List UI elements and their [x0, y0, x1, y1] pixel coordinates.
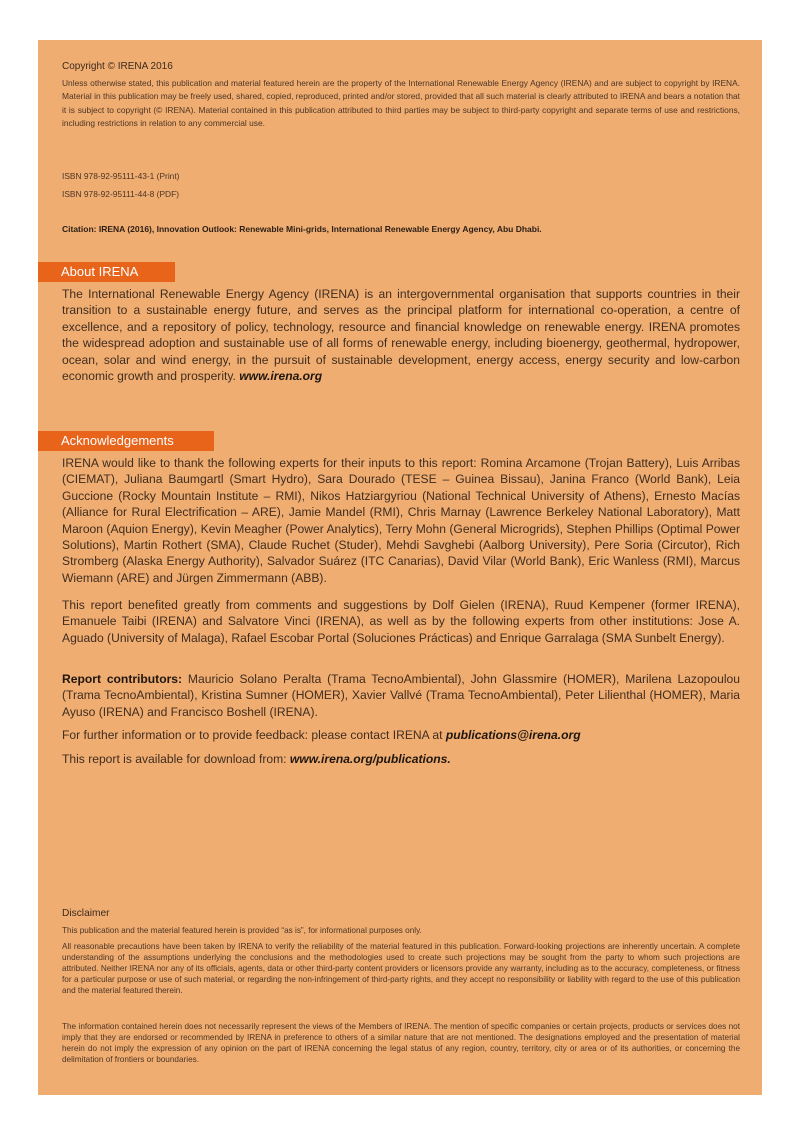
- isbn-pdf: ISBN 978-92-95111-44-8 (PDF): [62, 189, 179, 199]
- acknowledgements-heading: Acknowledgements: [38, 431, 214, 451]
- copyright-title: Copyright © IRENA 2016: [62, 61, 173, 72]
- citation: Citation: IRENA (2016), Innovation Outlook: Renewable Mini-grids, International Renewable Energy Agency, Abu Dhabi.: [62, 224, 542, 234]
- about-heading: About IRENA: [38, 262, 175, 282]
- download-line: [62, 752, 451, 766]
- disclaimer-paragraph-3: The information contained herein does not necessarily represent the views of the Members of IRENA. The mention of specific companies or certain projects, products or services does not imply that they are endorsed or recommended by IRENA in preference to others of a similar nature that are not mentioned. The designations employed and the presentation of material herein do not imply the expression of any opinion on the part of IRENA concerning the legal status of any region, country, territory, city or area or of its authorities, or concerning the delimitation of frontiers or boundaries.: [62, 1022, 740, 1065]
- about-text: [62, 286, 740, 384]
- publications-download-link[interactable]: www.irena.org/publications.: [289, 752, 451, 766]
- irena-website-link[interactable]: www.irena.org: [239, 369, 323, 384]
- acknowledgements-paragraph-2: This report benefited greatly from comments and suggestions by Dolf Gielen (IRENA), Ruud Kempener (former IRENA), Emanuele Taibi (IRENA) and Salvatore Vinci (IRENA), as well as by the following experts from other institutions: Jose A. Aguado (University of Malaga), Rafael Escobar Portal (Soluciones Prácticas) and Enrique Garralaga (SMA Sunbelt Energy).: [62, 598, 740, 645]
- feedback-line: [62, 728, 581, 742]
- feedback-text: For further information or to provide feedback: please contact IRENA at: [62, 728, 443, 742]
- report-contributors: [62, 671, 740, 720]
- publications-email-link[interactable]: publications@irena.org: [445, 728, 581, 742]
- acknowledgements-paragraph-1: IRENA would like to thank the following experts for their inputs to this report: Romina Arcamone (Trojan Battery), Luis Arribas (CIEMAT), Juliana Baumgartl (Smart Hydro), Sara Dourado (TESE – Guinea Bissau), Janina Franco (World Bank), Leia Guccione (Rocky Mountain Institute – RMI), Nikos Hatziargyriou (National Technical University of Athens), Ernesto Macías (Alliance for Rural Electrification – ARE), Jamie Mandel (RMI), Chris Marnay (Lawrence Berkeley National Laboratory), Matt Maroon (Aquion Energy), Kevin Meagher (Power Analytics), Terry Mohn (General Microgrids), Stephen Phillips (Optimal Power Solutions), Martin Rothert (SMA), Claude Ruchet (Studer), Mehdi Savghebi (Aalborg University), Pere Soria (Circutor), Rich Stromberg (Alaska Energy Authority), Salvador Suárez (ITC Canarias), David Vilar (World Bank), Eric Wanless (RMI), Marcus Wiemann (ARE) and Jürgen Zimmermann (ABB).: [62, 456, 740, 585]
- disclaimer-title: Disclaimer: [62, 908, 110, 919]
- download-text: This report is available for download from:: [62, 752, 287, 766]
- contributors-list: Mauricio Solano Peralta (Trama TecnoAmbiental), John Glassmire (HOMER), Marilena Lazopoulou (Trama TecnoAmbiental), Kristina Sumner (HOMER), Xavier Vallvé (Trama TecnoAmbiental), Peter Lilienthal (HOMER), Maria Ayuso (IRENA) and Francisco Boshell (IRENA).: [62, 672, 740, 719]
- about-body: The International Renewable Energy Agency (IRENA) is an intergovernmental organisation that supports countries in their transition to a sustainable energy future, and serves as the principal platform for international co-operation, a centre of excellence, and a repository of policy, technology, resource and financial knowledge on renewable energy. IRENA promotes the widespread adoption and sustainable use of all forms of renewable energy, including bioenergy, geothermal, hydropower, ocean, solar and wind energy, in the pursuit of sustainable development, energy access, energy security and low-carbon economic growth and prosperity.: [62, 287, 740, 384]
- copyright-text: Unless otherwise stated, this publication and material featured herein are the property of the International Renewable Energy Agency (IRENA) and are subject to copyright by IRENA. Material in this publication may be freely used, shared, copied, reproduced, printed and/or stored, provided that all such material is clearly attributed to IRENA and bears a notation that it is subject to copyright (© IRENA). Material contained in this publication attributed to third parties may be subject to third-party copyright and separate terms of use and restrictions, including restrictions in relation to any commercial use.: [62, 78, 740, 129]
- isbn-print: ISBN 978-92-95111-43-1 (Print): [62, 171, 180, 181]
- disclaimer-paragraph-1: This publication and the material featured herein is provided “as is”, for informational purposes only.: [62, 926, 422, 935]
- contributors-label: Report contributors:: [62, 672, 183, 686]
- disclaimer-paragraph-2: All reasonable precautions have been taken by IRENA to verify the reliability of the material featured in this publication. Forward-looking projections are inherently uncertain. A complete understanding of the assumptions underlying the conclusions and the methodologies used to create such projections may be sought from the party to whom such projections are attributed. Neither IRENA nor any of its officials, agents, data or other third-party content providers or licensors provide any warranty, including as to the accuracy, completeness, or fitness for a particular purpose or use of such material, or regarding the non-infringement of third-party rights, and they accept no responsibility or liability with regard to the use of this publication and the material featured therein.: [62, 942, 740, 996]
